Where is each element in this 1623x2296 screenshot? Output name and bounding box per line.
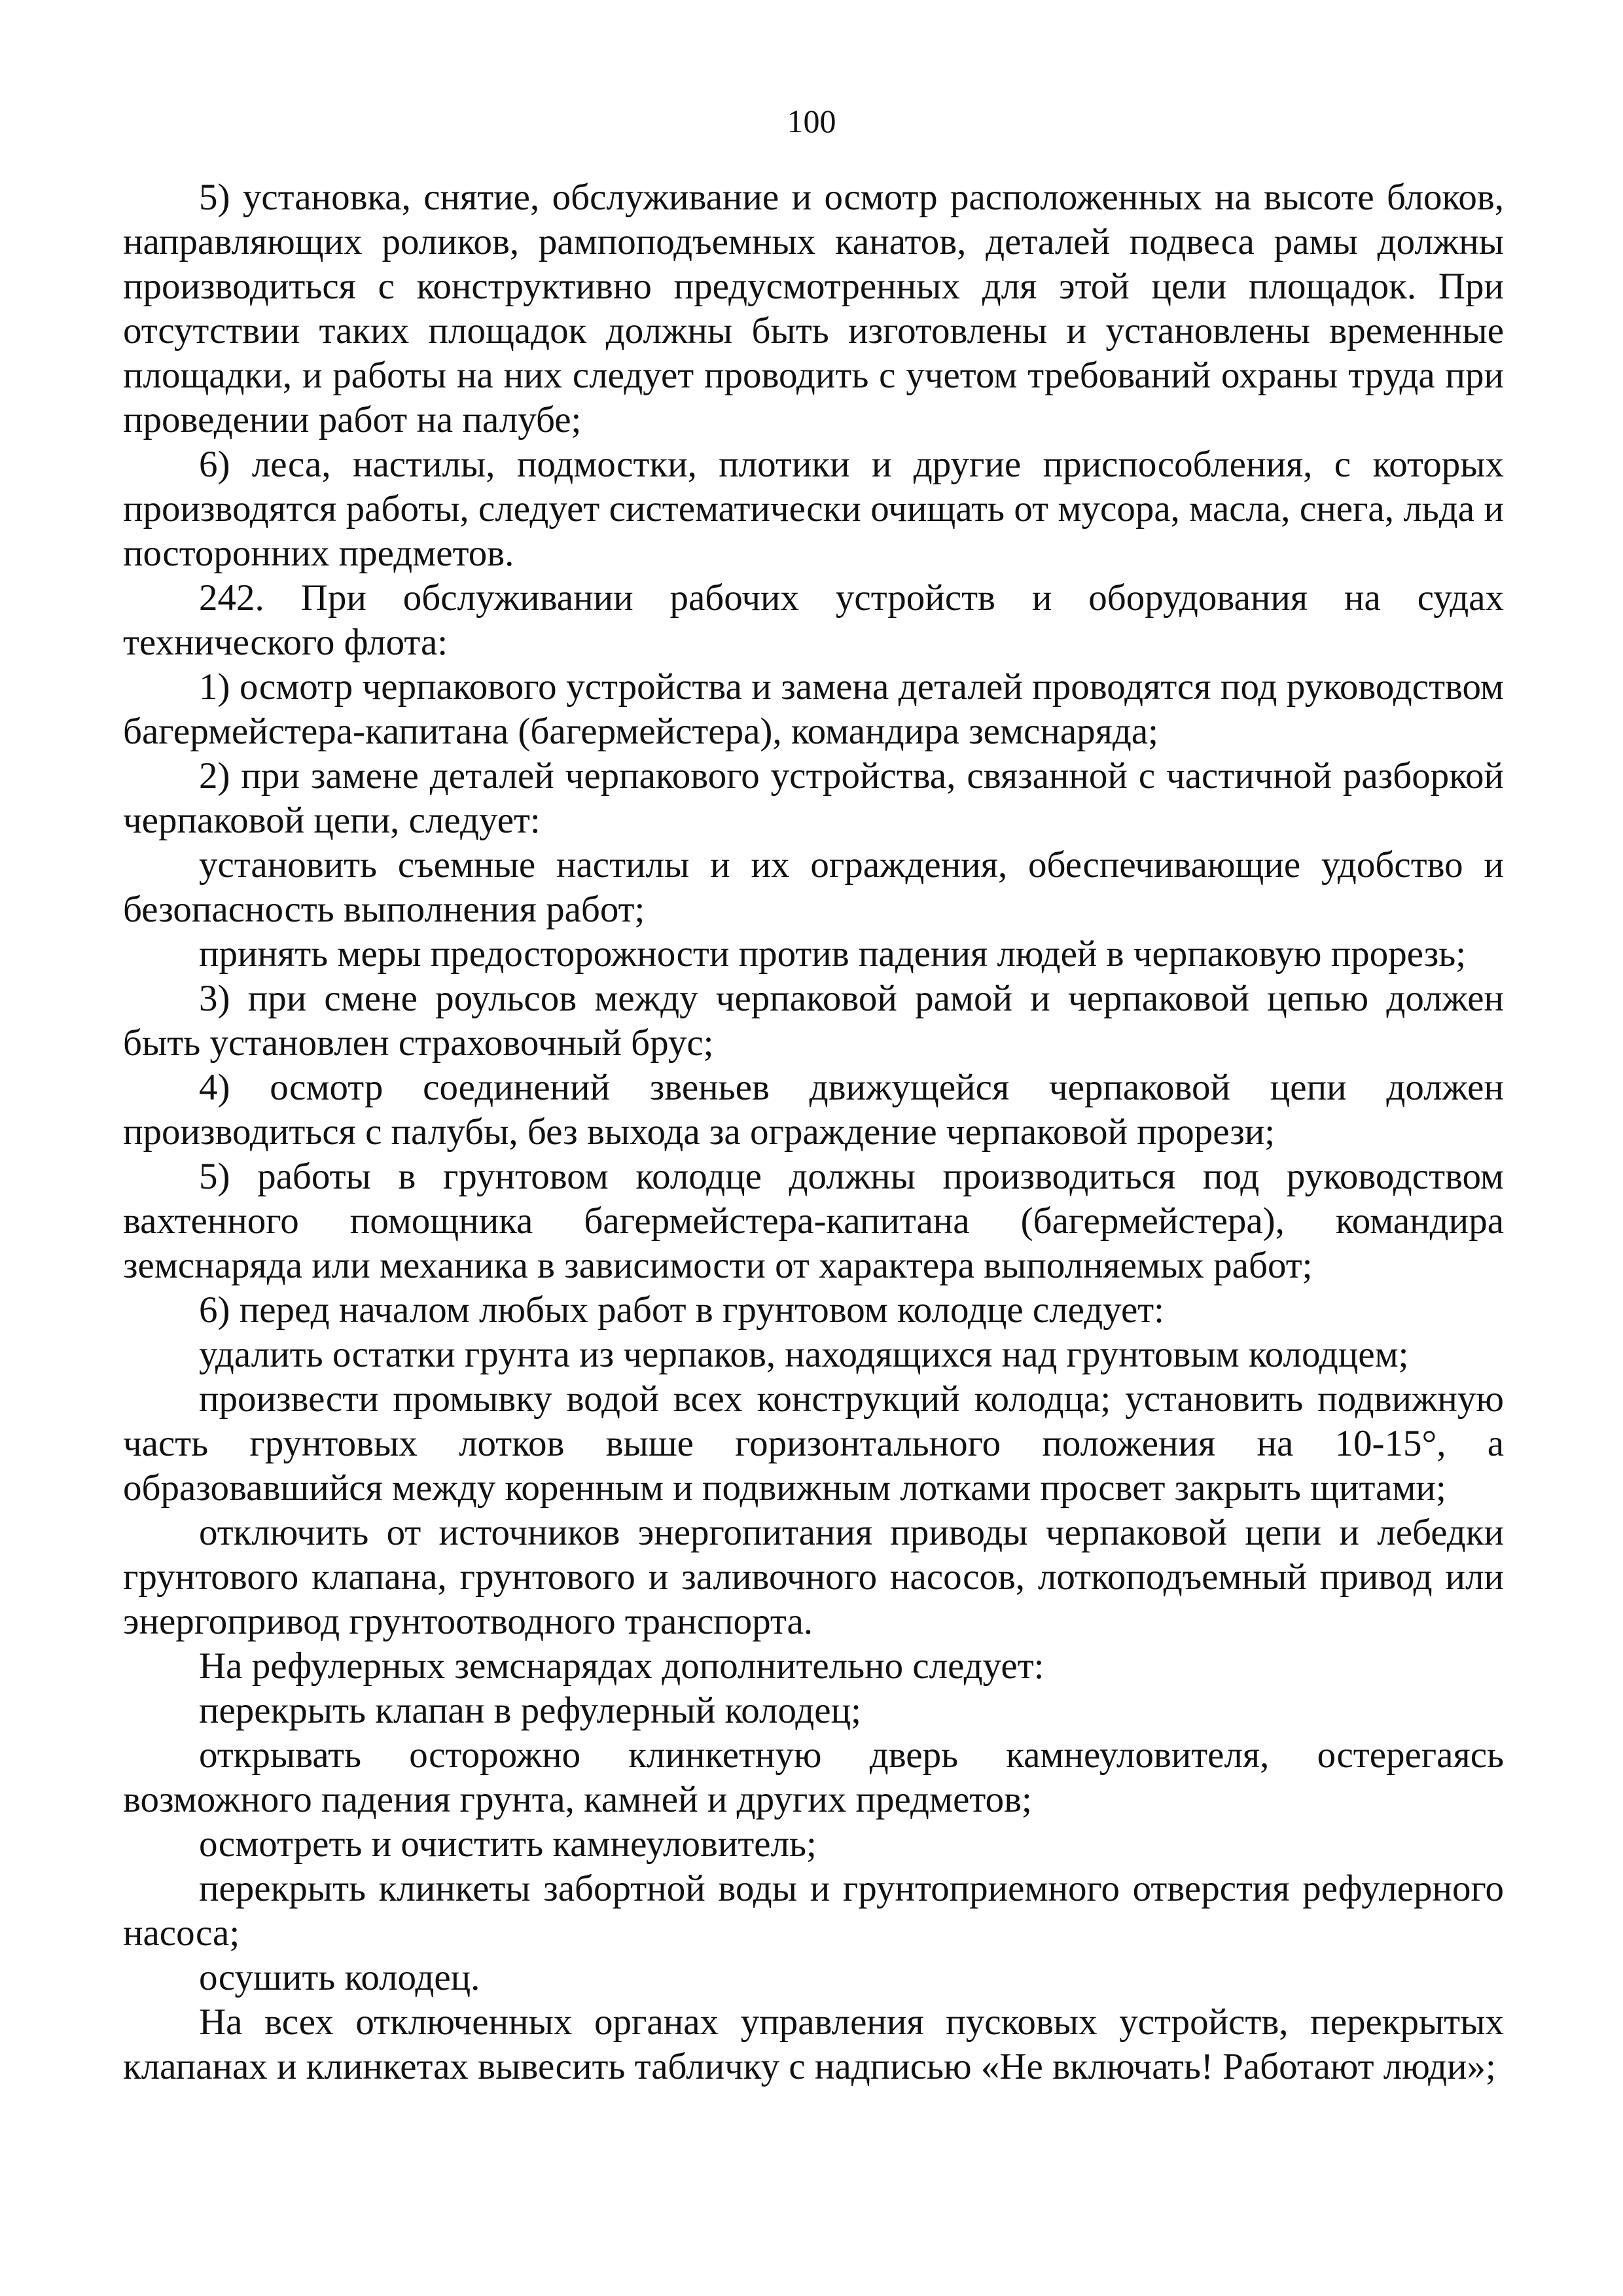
paragraph-item-5-well-works: 5) работы в грунтовом колодце должны производиться под руководством вахтенного помощника багермейстера-капитана (багермейстера), командира земснаряда или механика в зависимости от характера выполняемых работ; xyxy=(123,1156,1504,1286)
paragraph-item-6-scaffolding: 6) леса, настилы, подмостки, плотики и другие приспособления, с которых производятся работы, следует систематически очищать от мусора, масла, снега, льда и посторонних предметов. xyxy=(123,444,1504,574)
paragraph-item-4-chain-inspection: 4) осмотр соединений звеньев движущейся черпаковой цепи должен производиться с палубы, без выхода за ограждение черпаковой прорези; xyxy=(123,1067,1504,1153)
paragraph-remove-soil: удалить остатки грунта из черпаков, находящихся над грунтовым колодцем; xyxy=(199,1334,1409,1375)
paragraph-drain-well: осушить колодец. xyxy=(199,1957,480,1998)
paragraph-item-5-installation: 5) установка, снятие, обслуживание и осмотр расположенных на высоте блоков, направляющих роликов, рампоподъемных канатов, деталей подвеса рамы должны производиться с конструктивно предусмотренных для этой цели площадок. При отсутствии таких площадок должны быть изготовлены и установлены временные площадки, и работы на них следует проводить с учетом требований охраны труда при проведении работ на палубе; xyxy=(123,177,1504,440)
paragraph-section-242: 242. При обслуживании рабочих устройств и оборудования на судах технического флота: xyxy=(123,577,1504,663)
page-number: 100 xyxy=(787,103,836,139)
paragraph-item-6-before-work: 6) перед началом любых работ в грунтовом колодце следует: xyxy=(199,1289,1164,1331)
document-body xyxy=(123,175,1504,2089)
paragraph-open-door: открывать осторожно клинкетную дверь камнеуловителя, остерегаясь возможного падения грунта, камней и других предметов; xyxy=(123,1734,1504,1820)
paragraph-clean-stone-trap: осмотреть и очистить камнеуловитель; xyxy=(199,1823,817,1865)
paragraph-item-3-rollers: 3) при смене роульсов между черпаковой рамой и черпаковой цепью должен быть установлен страховочный брус; xyxy=(123,978,1504,1064)
paragraph-warning-sign: На всех отключенных органах управления пусковых устройств, перекрытых клапанах и клинкетах вывесить табличку с надписью «Не включать! Работают люди»; xyxy=(123,2001,1504,2087)
paragraph-item-1-inspection: 1) осмотр черпакового устройства и замена деталей проводятся под руководством багермейстера-капитана (багермейстера), командира земснаряда; xyxy=(123,666,1504,752)
paragraph-install-decking: установить съемные настилы и их ограждения, обеспечивающие удобство и безопасность выполнения работ; xyxy=(123,844,1504,930)
paragraph-close-valve: перекрыть клапан в рефулерный колодец; xyxy=(199,1690,861,1731)
paragraph-precautions: принять меры предосторожности против падения людей в черпаковую прорезь; xyxy=(199,933,1467,975)
paragraph-item-2-replacement: 2) при замене деталей черпакового устройства, связанной с частичной разборкой черпаковой цепи, следует: xyxy=(123,755,1504,841)
paragraph-disconnect-power: отключить от источников энергопитания приводы черпаковой цепи и лебедки грунтового клапана, грунтового и заливочного насосов, лоткоподъемный привод или энергопривод грунтоотводного транспорта. xyxy=(123,1512,1504,1642)
paragraph-refuler-dredgers: На рефулерных земснарядах дополнительно следует: xyxy=(199,1645,1044,1687)
paragraph-flush-structures: произвести промывку водой всех конструкций колодца; установить подвижную часть грунтовых лотков выше горизонтального положения на 10-15°, а образовавшийся между коренным и подвижным лотками просвет закрыть щитами; xyxy=(123,1378,1504,1509)
paragraph-close-gate-valves: перекрыть клинкеты забортной воды и грунтоприемного отверстия рефулерного насоса; xyxy=(123,1868,1504,1954)
